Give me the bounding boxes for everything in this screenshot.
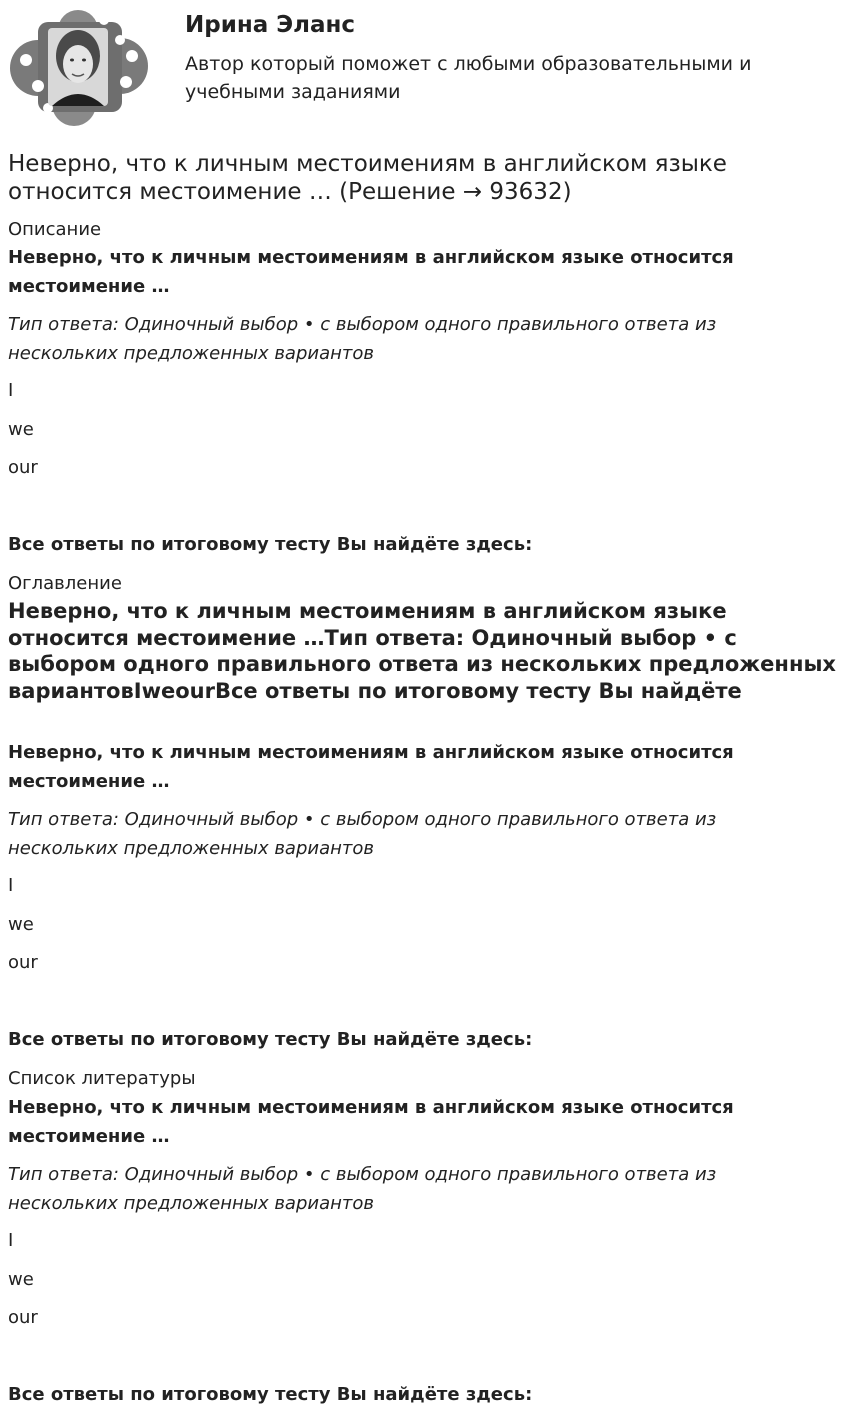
author-description: Автор который поможет с любыми образовательными и учебными заданиями bbox=[185, 53, 752, 103]
option-we: we bbox=[8, 1269, 34, 1290]
option-i: I bbox=[8, 875, 14, 896]
answer-type: Тип ответа: Одиночный выбор • с выбором одного правильного ответа из нескольких предложенных вариантов bbox=[8, 809, 717, 859]
question-text: Неверно, что к личным местоимениям в английском языке относится местоимение … bbox=[8, 1097, 734, 1147]
question-text: Неверно, что к личным местоимениям в английском языке относится местоимение … bbox=[8, 742, 734, 792]
option-i: I bbox=[8, 380, 14, 401]
literature-label: Список литературы bbox=[8, 1068, 196, 1089]
toc-heading: Неверно, что к личным местоимениям в английском языке относится местоимение …Тип ответа: Одиночный выбор • с выбором одного правильного ответа из нескольких предложенных вариантовIweourВсе ответы по итоговому тесту Вы найдёте bbox=[8, 599, 836, 703]
option-i: I bbox=[8, 1230, 14, 1251]
author-avatar bbox=[8, 8, 150, 126]
page-title: Неверно, что к личным местоимениям в английском языке относится местоимение … (Решение → 93632) bbox=[8, 151, 727, 205]
option-our: our bbox=[8, 457, 38, 478]
option-our: our bbox=[8, 1307, 38, 1328]
author-name[interactable]: Ирина Эланс bbox=[185, 12, 356, 38]
answers-link-text: Все ответы по итоговому тесту Вы найдёте здесь: bbox=[8, 534, 533, 555]
author-block bbox=[8, 8, 838, 128]
answers-link-text: Все ответы по итоговому тесту Вы найдёте здесь: bbox=[8, 1384, 533, 1405]
option-we: we bbox=[8, 914, 34, 935]
question-text: Неверно, что к личным местоимениям в английском языке относится местоимение … bbox=[8, 247, 734, 297]
option-we: we bbox=[8, 419, 34, 440]
description-label: Описание bbox=[8, 219, 102, 240]
toc-label: Оглавление bbox=[8, 573, 122, 594]
option-our: our bbox=[8, 952, 38, 973]
answer-type: Тип ответа: Одиночный выбор • с выбором одного правильного ответа из нескольких предложенных вариантов bbox=[8, 314, 717, 364]
answers-link-text: Все ответы по итоговому тесту Вы найдёте здесь: bbox=[8, 1029, 533, 1050]
answer-type: Тип ответа: Одиночный выбор • с выбором одного правильного ответа из нескольких предложенных вариантов bbox=[8, 1164, 717, 1214]
